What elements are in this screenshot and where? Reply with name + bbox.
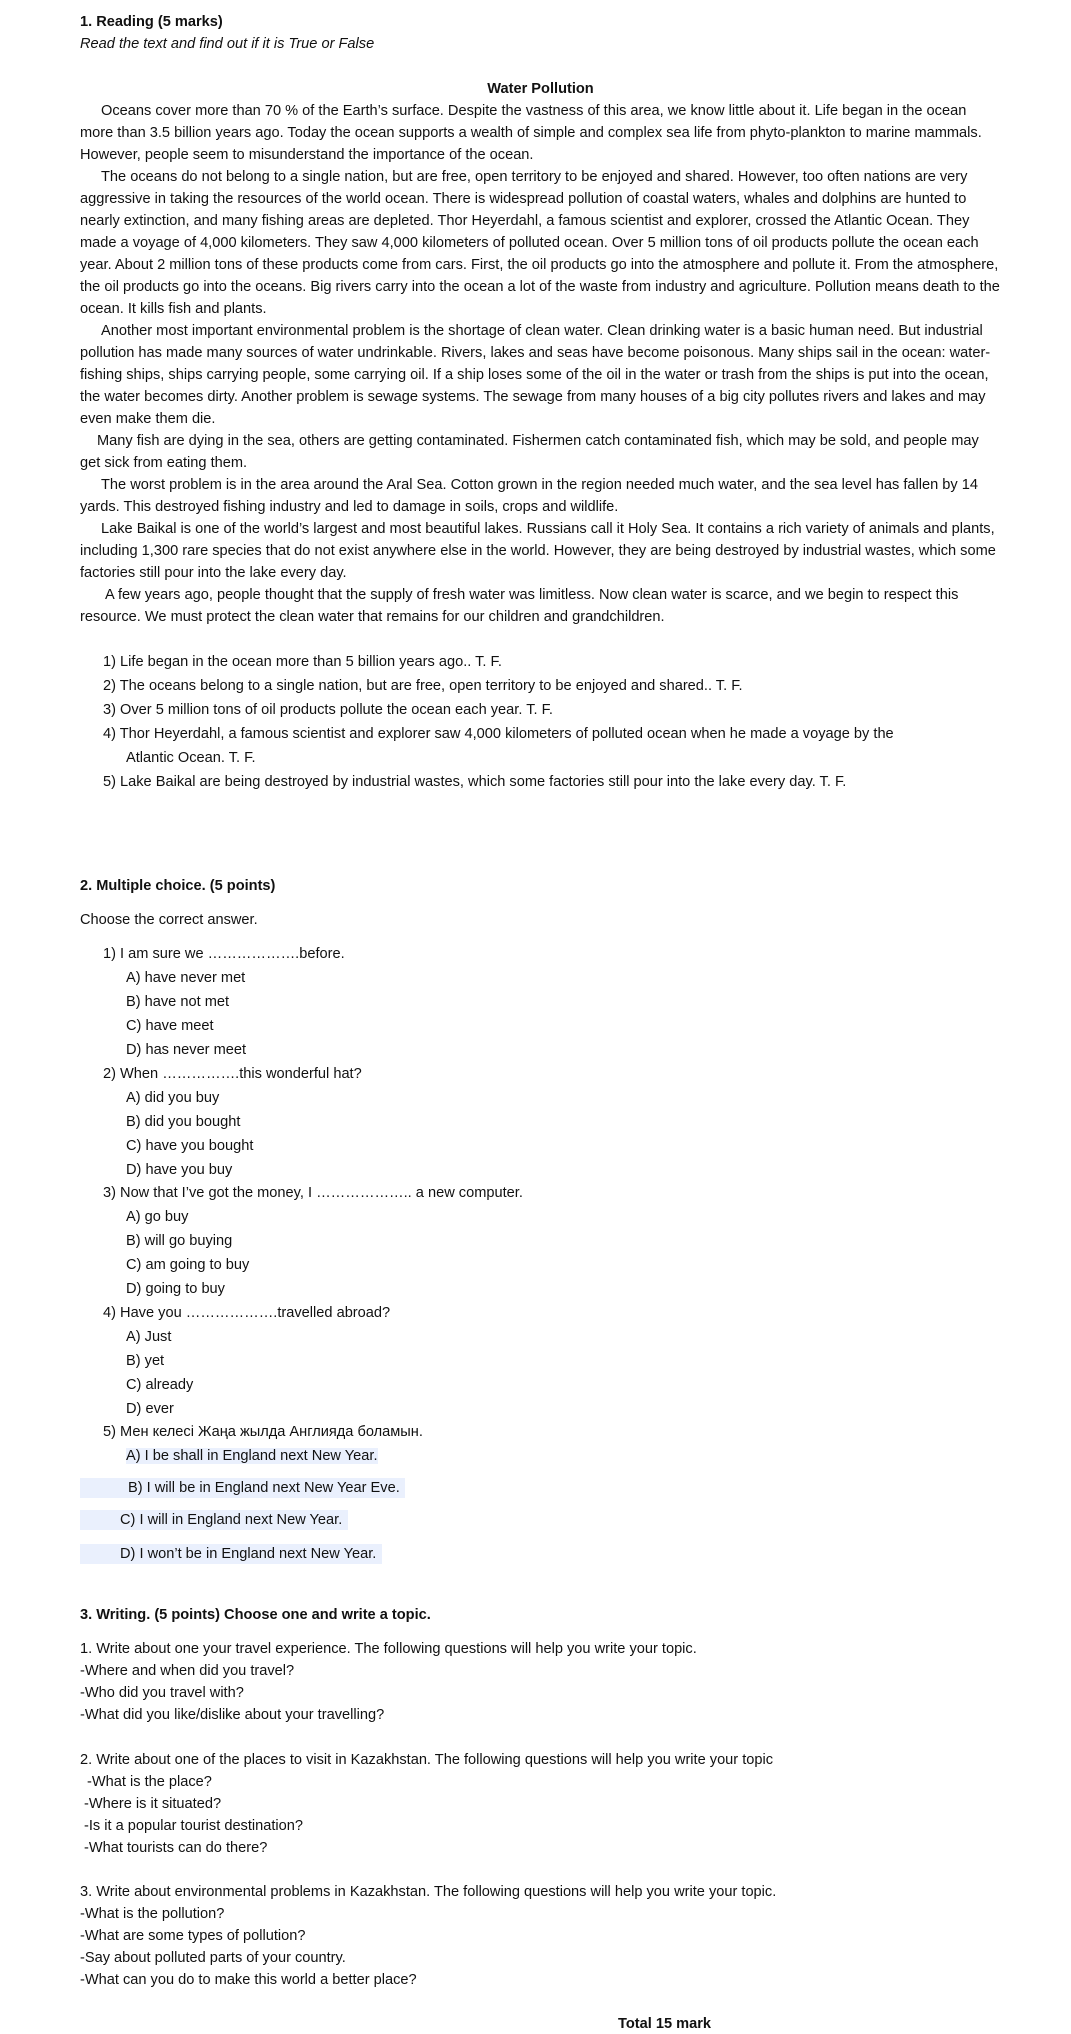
topic-line: -What is the place? [87, 1774, 212, 1790]
paragraph: Another most important environmental problem is the shortage of clean water. Clean drinking water is a basic human need. But industrial pollution has made many sources of water undrinkable. Rivers, lakes and seas have become poisonous. Many ships sail in the ocean: water-fishing ships, ships carrying people, some carrying oil. If a ship loses some of the oil in the water or trash from the ships is put into the ocean, the water becomes dirty. Another problem is sewage systems. The sewage from many houses of a big city pollutes rivers and lakes and may even make them die. [80, 323, 991, 427]
question: 5) Мен келесі Жаңа жылда Англияда боламын. [103, 1424, 423, 1440]
topic-line: 3. Write about environmental problems in Kazakhstan. The following questions will help you write your topic. [80, 1884, 777, 1900]
question: 2) When …………….this wonderful hat? [103, 1066, 362, 1082]
statement-continuation: Atlantic Ocean. T. F. [126, 750, 256, 766]
question: 4) Have you ……………….travelled abroad? [103, 1305, 391, 1321]
topic-line: -Where and when did you travel? [80, 1663, 295, 1679]
option: B) did you bought [126, 1114, 241, 1130]
total-marks: Total 15 mark [618, 2016, 712, 2032]
topic-line: -Is it a popular tourist destination? [84, 1818, 304, 1834]
reading-heading: 1. Reading (5 marks) [80, 14, 223, 30]
question: 3) Now that I’ve got the money, I ……………….. a new computer. [103, 1185, 523, 1201]
option: B) have not met [126, 994, 230, 1010]
option: C) already [126, 1377, 194, 1393]
option: C) have meet [126, 1018, 214, 1034]
paragraph: The oceans do not belong to a single nation, but are free, open territory to be enjoyed and shared. However, too often nations are very aggressive in taking the resources of the world ocean. There is widespread pollution of coastal waters, whales and dolphins are hunted to nearly extinction, and many fishing areas are depleted. Thor Heyerdahl, a famous scientist and explorer, crossed the Atlantic Ocean. They made a voyage of 4,000 kilometers. They saw 4,000 kilometers of polluted ocean. Over 5 million tons of oil products pollute the ocean each year. About 2 million tons of these products come from cars. First, the oil products go into the atmosphere and pollute it. From the atmosphere, the oil products go into the oceans. Big rivers carry into the ocean a lot of the waste from industry and agriculture. Pollution means death to the ocean. It kills fish and plants. [80, 169, 1000, 317]
statement: 4) Thor Heyerdahl, a famous scientist and explorer saw 4,000 kilometers of polluted ocean when he made a voyage by the [103, 726, 894, 742]
option: B) will go buying [126, 1233, 233, 1249]
paragraph: The worst problem is in the area around the Aral Sea. Cotton grown in the region needed much water, and the sea level has fallen by 14 yards. This destroyed fishing industry and led to damage in soils, crops and wildlife. [80, 477, 978, 515]
topic-line: 2. Write about one of the places to visit in Kazakhstan. The following questions will help you write your topic [80, 1752, 774, 1768]
reading-passage [80, 100, 1000, 628]
topic-line: -What is the pollution? [80, 1906, 225, 1922]
option: A) go buy [126, 1209, 189, 1225]
topic-line: -Who did you travel with? [80, 1685, 244, 1701]
option: D) I won’t be in England next New Year. [120, 1546, 377, 1562]
option: C) am going to buy [126, 1257, 250, 1273]
topic-line: -Where is it situated? [84, 1796, 222, 1812]
paragraph: Oceans cover more than 70 % of the Earth’s surface. Despite the vastness of this area, we know little about it. Life began in the ocean more than 3.5 billion years ago. Today the ocean supports a wealth of simple and complex sea life from phyto-plankton to marine mammals. However, people seem to misunderstand the importance of the ocean. [80, 103, 982, 163]
statement: 1) Life began in the ocean more than 5 billion years ago.. T. F. [103, 654, 502, 670]
statement: 3) Over 5 million tons of oil products pollute the ocean each year. T. F. [103, 702, 553, 718]
option: C) I will in England next New Year. [120, 1512, 343, 1528]
paragraph: A few years ago, people thought that the supply of fresh water was limitless. Now clean water is scarce, and we begin to respect this resource. We must protect the clean water that remains for our children and grandchildren. [80, 587, 959, 625]
option: C) have you bought [126, 1138, 254, 1154]
option: B) yet [126, 1353, 165, 1369]
paragraph: Many fish are dying in the sea, others are getting contaminated. Fishermen catch contaminated fish, which may be sold, and people may get sick from eating them. [80, 433, 979, 471]
topic-line: -What tourists can do there? [84, 1840, 268, 1856]
mc-heading: 2. Multiple choice. (5 points) [80, 878, 276, 894]
mc-instruction: Choose the correct answer. [80, 912, 258, 928]
topic-line: -What did you like/dislike about your travelling? [80, 1707, 385, 1723]
writing-heading: 3. Writing. (5 points) Choose one and write a topic. [80, 1607, 431, 1623]
reading-instruction: Read the text and find out if it is True or False [80, 36, 375, 52]
topic-line: -Say about polluted parts of your country. [80, 1950, 346, 1966]
option: A) did you buy [126, 1090, 220, 1106]
option: D) has never meet [126, 1042, 247, 1058]
statement: 2) The oceans belong to a single nation, but are free, open territory to be enjoyed and shared.. T. F. [103, 678, 743, 694]
question: 1) I am sure we ……………….before. [103, 946, 345, 962]
reading-title: Water Pollution [487, 81, 594, 97]
topic-line: -What can you do to make this world a better place? [80, 1972, 417, 1988]
option: A) Just [126, 1329, 172, 1345]
option: D) ever [126, 1401, 174, 1417]
option [126, 1445, 378, 1467]
statement: 5) Lake Baikal are being destroyed by industrial wastes, which some factories still pour into the lake every day. T. F. [103, 774, 847, 790]
option: D) going to buy [126, 1281, 225, 1297]
option: B) I will be in England next New Year Eve. [128, 1480, 400, 1496]
option-text: A) I be shall in England next New Year. [126, 1448, 378, 1464]
topic-line: 1. Write about one your travel experience. The following questions will help you write your topic. [80, 1641, 697, 1657]
option: A) have never met [126, 970, 246, 986]
topic-line: -What are some types of pollution? [80, 1928, 306, 1944]
paragraph: Lake Baikal is one of the world’s largest and most beautiful lakes. Russians call it Holy Sea. It contains a rich variety of animals and plants, including 1,300 rare species that do not exist anywhere else in the world. However, they are being destroyed by industrial wastes, which some factories still pour into the lake every day. [80, 521, 996, 581]
option: D) have you buy [126, 1162, 233, 1178]
